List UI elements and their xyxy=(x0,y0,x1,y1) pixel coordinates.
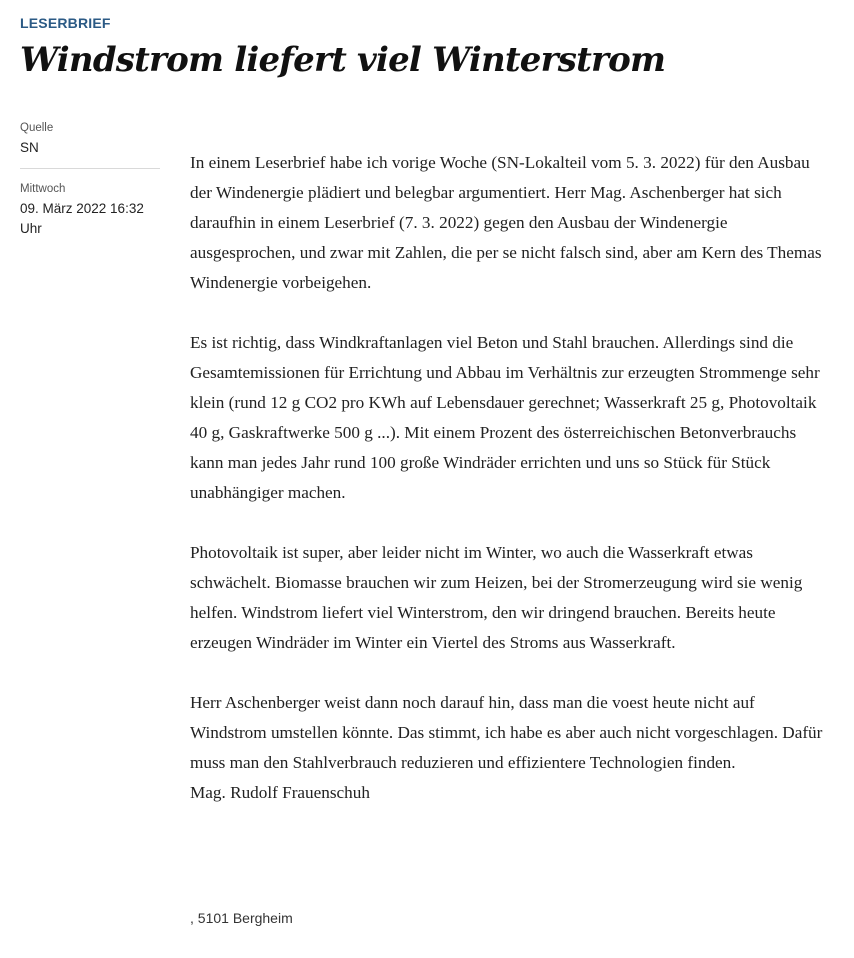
article-meta xyxy=(20,120,160,249)
publish-datetime: 09. März 2022 16:32 Uhr xyxy=(20,201,144,236)
weekday-label: Mittwoch xyxy=(20,183,66,195)
source-block xyxy=(20,120,160,168)
article-body xyxy=(190,148,830,808)
author-name: Mag. Rudolf Frauenschuh xyxy=(190,783,370,802)
article-headline: Windstrom liefert viel Winterstrom xyxy=(20,40,666,80)
article-paragraph-text: Herr Aschenberger weist dann noch darauf hin, dass man die voest heute nicht auf Windstrom umstellen könnte. Das stimmt, ich habe es aber auch nicht vorgeschlagen. Dafür muss man den Stahlverbrauch reduzieren und effizientere Technologien finden. xyxy=(190,693,823,772)
article-paragraph: Es ist richtig, dass Windkraftanlagen viel Beton und Stahl brauchen. Allerdings sind die Gesamtemissionen für Errichtung und Abbau im Verhältnis zur erzeugten Strommenge sehr klein (rund 12 g CO2 pro KWh auf Lebensdauer gerechnet; Wasserkraft 25 g, Photovoltaik 40 g, Gaskraftwerke 500 g ...). Mit einem Prozent des österreichischen Betonverbrauchs kann man jedes Jahr rund 100 große Windräder errichten und uns so Stück für Stück unabhängiger machen. xyxy=(190,333,820,502)
article-paragraph: Photovoltaik ist super, aber leider nicht im Winter, wo auch die Wasserkraft etwas schwächelt. Biomasse brauchen wir zum Heizen, bei der Stromerzeugung wird sie wenig helfen. Windstrom liefert viel Winterstrom, den wir dringend brauchen. Bereits heute erzeugen Windräder im Winter ein Viertel des Stroms aus Wasserkraft. xyxy=(190,543,803,652)
date-block xyxy=(20,168,160,249)
article-paragraph-last xyxy=(190,688,830,808)
source-label: Quelle xyxy=(20,122,54,134)
author-location: , 5101 Bergheim xyxy=(190,910,293,926)
article-paragraph: In einem Leserbrief habe ich vorige Woche (SN-Lokalteil vom 5. 3. 2022) für den Ausbau der Windenergie plädiert und belegbar argumentiert. Herr Mag. Aschenberger hat sich daraufhin in einem Leserbrief (7. 3. 2022) gegen den Ausbau der Windenergie ausgesprochen, und zwar mit Zahlen, die per se nicht falsch sind, aber am Kern des Themas Windenergie vorbeigehen. xyxy=(190,153,822,292)
source-value: SN xyxy=(20,140,39,155)
article-kicker: LESERBRIEF xyxy=(20,15,111,31)
